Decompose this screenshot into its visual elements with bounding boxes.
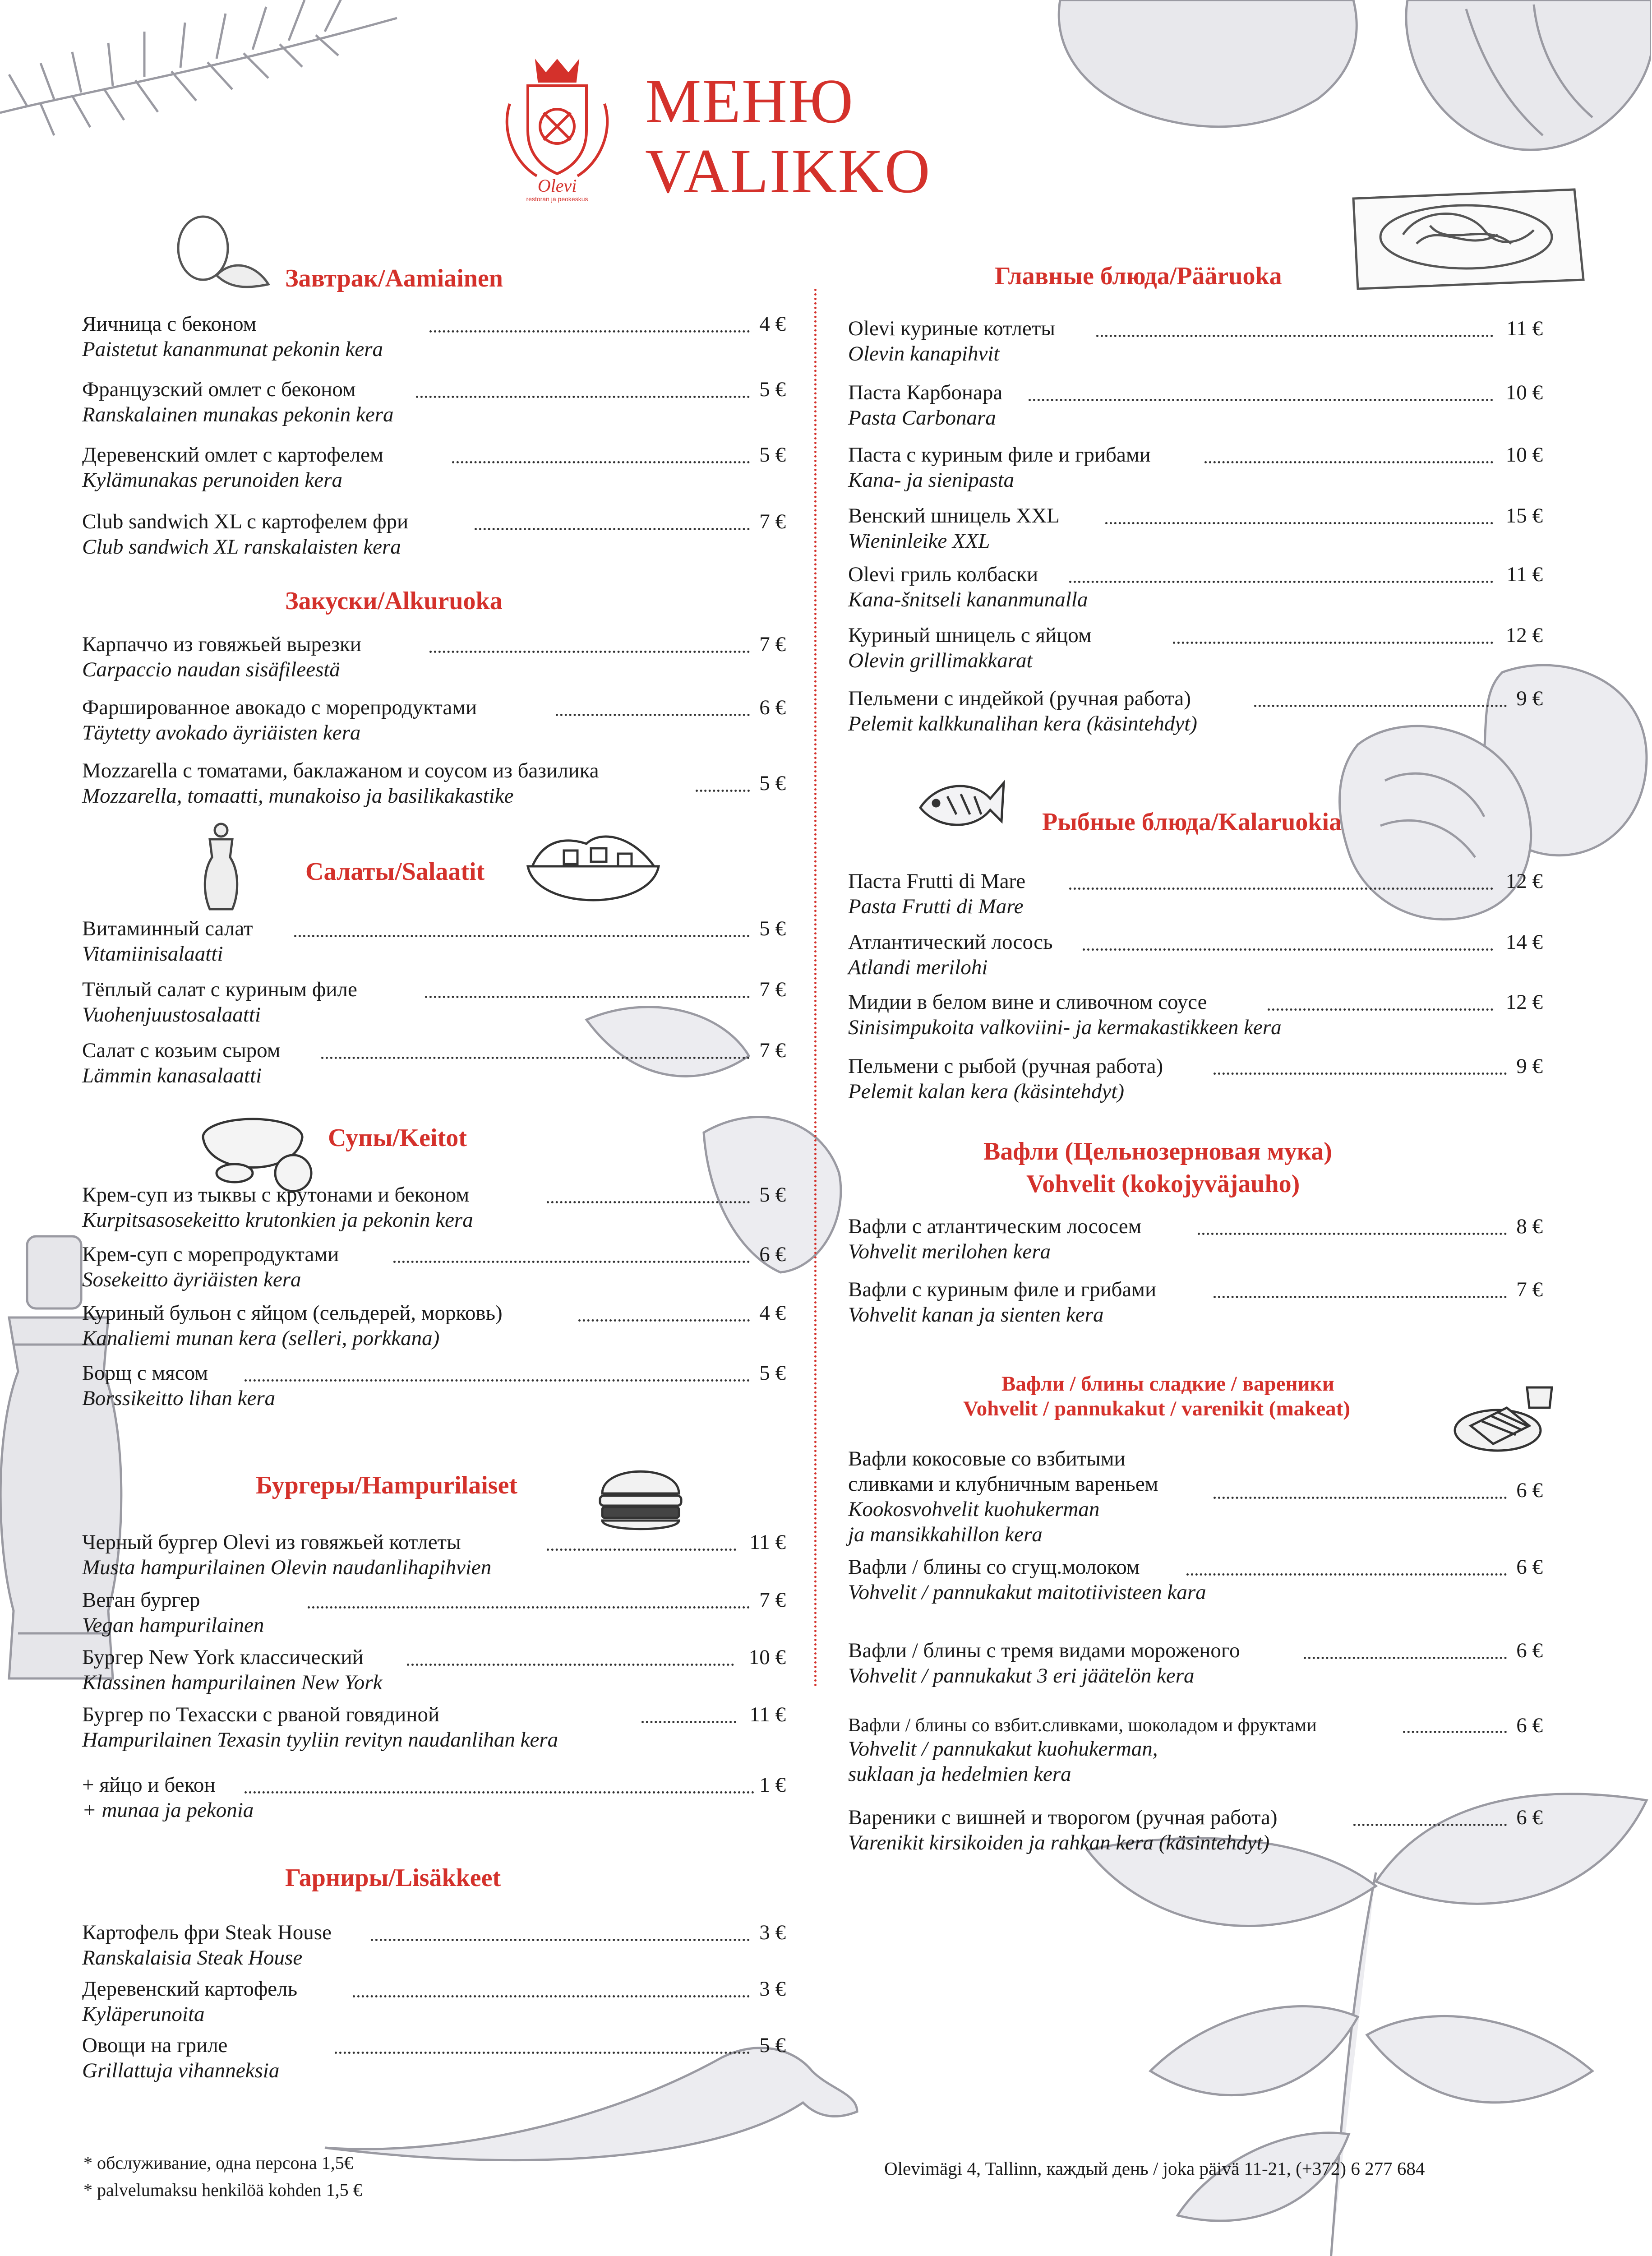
item-name-fi: Sinisimpukoita valkoviini- ja kermakastikkeen kera [848,1016,1282,1039]
item-name-fi: Pasta Frutti di Mare [848,895,1024,918]
leader-dots [321,1057,750,1059]
leader-dots [547,1549,736,1551]
item-name-ru: Картофель фри Steak House [82,1921,332,1944]
item-price: 11 € [749,1530,786,1554]
item-price: 15 € [1505,504,1543,527]
item-name-fi: Pelemit kalkkunalihan kera (käsintehdyt) [848,712,1197,735]
section-title-waffles-fi: Vohvelit (kokojyväjauho) [1026,1170,1300,1198]
leader-dots [308,1606,750,1609]
leader-dots [1069,581,1493,583]
menu-item [82,1530,786,1580]
pepper-mill-sketch-icon [194,821,248,911]
item-name-ru: Бургер New York классический [82,1646,364,1669]
menu-item [848,1054,1543,1104]
item-name-ru: Французский омлет с беконом [82,378,356,401]
item-name-fi: Vegan hampurilainen [82,1613,264,1637]
item-price: 9 € [1516,687,1543,710]
menu-item [848,869,1543,919]
item-name-ru: Паста с куриным филе и грибами [848,443,1151,467]
fish-sketch-icon [911,767,1006,844]
item-name-ru: Овощи на гриле [82,2034,228,2057]
item-name-fi: Vohvelit / pannukakut 3 eri jäätelön kera [848,1664,1195,1687]
menu-item [82,977,786,1027]
item-price: 8 € [1516,1215,1543,1238]
item-name-fi: Musta hampurilainen Olevin naudanlihapihvien [82,1556,492,1579]
item-name-ru: Крем-суп из тыквы с крутонами и беконом [82,1183,470,1207]
item-price: 4 € [759,312,786,336]
item-name-fi: Vohvelit merilohen kera [848,1240,1051,1263]
olevi-crest-logo-icon [496,54,618,203]
menu-item [848,316,1543,366]
item-name-fi: Hampurilainen Texasin tyyliin revityn naudanlihan kera [82,1728,558,1752]
leader-dots [425,996,750,998]
leader-dots [1268,1008,1493,1011]
item-name-fi: Varenikit kirsikoiden ja rahkan kera (käsintehdyt) [848,1831,1270,1854]
section-title-sides: Гарниры/Lisäkkeet [285,1864,501,1892]
rosemary-sketch-icon [0,0,406,235]
service-note-ru: * обслуживание, одна персона 1,5€ [83,2153,353,2173]
item-name-ru: Пельмени с рыбой (ручная работа) [848,1054,1163,1078]
garlic-bulb-sketch-icon [947,0,1651,190]
leader-dots [1214,1497,1507,1499]
item-name-ru: Фаршированное авокадо с морепродуктами [82,696,477,719]
item-price: 3 € [759,1921,786,1944]
leader-dots [1304,1657,1507,1659]
leader-dots [429,651,750,653]
menu-header [496,45,1038,208]
footer-address: Olevimägi 4, Tallinn, каждый день / joka päivä 11-21, (+372) 6 277 684 [884,2158,1425,2179]
item-name-ru: Вареники с вишней и творогом (ручная работа) [848,1806,1278,1829]
menu-item [848,686,1543,736]
menu-item [82,632,786,682]
leader-dots [452,461,750,463]
item-price: 10 € [1505,443,1543,467]
logo-text: Olevi [537,176,577,196]
menu-item [82,1587,786,1638]
leader-dots [353,1995,750,1997]
menu-item [848,623,1543,673]
menu-item [848,1715,1543,1787]
section-title-salads: Салаты/Salaatit [305,858,485,886]
menu-item [82,311,786,362]
item-name-fi: Lämmin kanasalaatti [82,1064,262,1087]
item-price: 10 € [748,1646,786,1669]
item-name-fi: Pelemit kalan kera (käsintehdyt) [848,1080,1125,1103]
item-price: 11 € [1506,317,1543,340]
leader-dots [578,1319,750,1322]
item-price: 12 € [1505,624,1543,647]
item-name-ru: Деревенский картофель [82,1977,298,2001]
menu-item [82,2033,786,2083]
pasta-plate-sketch-icon [1349,180,1588,293]
leader-dots [1254,705,1507,707]
section-title-waffles-ru: Вафли (Цельнозерновая мука) [983,1137,1332,1165]
title-fi: VALIKKO [645,136,931,206]
menu-item [82,1920,786,1970]
item-name-ru: Веган бургер [82,1588,200,1612]
item-name-ru: + яйцо и бекон [82,1773,216,1797]
menu-item [82,1772,786,1823]
service-note-fi: * palvelumaksu henkilöä kohden 1,5 € [83,2180,362,2200]
item-name-fi: + munaa ja pekonia [82,1798,254,1822]
menu-item [848,1805,1543,1855]
item-name-fi: Vuohenjuustosalaatti [82,1003,261,1026]
title-ru: МЕНЮ [645,66,854,136]
leader-dots [245,1379,750,1382]
item-price: 11 € [1506,563,1543,586]
item-price: 6 € [1516,1479,1543,1502]
item-price: 5 € [759,772,786,795]
item-name-fi: Täytetty avokado äyriäisten kera [82,721,361,744]
item-price: 6 € [1516,1639,1543,1662]
item-name-fi: Ranskalaisia Steak House [82,1946,303,1969]
item-price: 11 € [749,1703,786,1726]
item-price: 12 € [1505,990,1543,1014]
item-name-fi: Klassinen hampurilainen New York [82,1671,383,1694]
item-name-ru: Тёплый салат с куриным филе [82,978,357,1001]
item-name-fi: Wieninleike XXL [848,529,990,553]
item-price: 7 € [759,633,786,656]
leader-dots [1214,1296,1507,1298]
item-name-ru: Вафли / блины со взбит.сливками, шоколадом и фруктами [848,1715,1317,1736]
section-title-starters: Закуски/Alkuruoka [285,587,503,615]
item-name-fi: Kurpitsasosekeitto krutonkien ja pekonin kera [82,1208,473,1232]
menu-item [82,1360,786,1411]
item-price: 7 € [1516,1278,1543,1301]
leader-dots [1029,399,1493,401]
item-price: 7 € [759,978,786,1001]
item-price: 5 € [759,1183,786,1207]
section-title-fish: Рыбные блюда/Kalaruokia [1042,808,1342,836]
item-price: 7 € [759,510,786,533]
menu-item [82,1182,786,1233]
item-name-fi: Kookosvohvelit kuohukerman [848,1498,1100,1521]
item-price: 10 € [1505,381,1543,404]
leader-dots [1204,461,1493,463]
menu-item [848,380,1543,430]
menu-item [82,1242,786,1292]
item-price: 7 € [759,1588,786,1612]
leader-dots [1403,1731,1507,1733]
item-name-ru: Вафли кокосовые со взбитыми [848,1447,1126,1470]
section-title-burgers: Бургеры/Hampurilaiset [256,1471,518,1499]
item-name-ru: Вафли с куриным филе и грибами [848,1278,1157,1301]
menu-item [848,442,1543,493]
item-name-fi: Kana- ja sienipasta [848,468,1015,492]
menu-item [82,1300,786,1351]
item-name-ru: Деревенский омлет с картофелем [82,443,383,467]
item-name-fi: Pasta Carbonara [848,406,996,430]
leader-dots [696,790,750,792]
section-title-mains: Главные блюда/Pääruoka [995,262,1282,290]
burger-sketch-icon [595,1457,686,1534]
item-name-fi: Vohvelit / pannukakut kuohukerman, [848,1737,1158,1761]
item-name-fi: Kana-šnitseli kananmunalla [848,588,1088,611]
menu-item [82,1038,786,1088]
item-name-fi: Paistetut kananmunat pekonin kera [82,337,383,361]
item-name-ru: Паста Frutti di Mare [848,869,1026,893]
leader-dots [1083,948,1493,951]
menu-item [82,1645,786,1695]
item-name-ru: Венский шницель XXL [848,504,1060,527]
item-name-fi: Olevin kanapihvit [848,342,1000,365]
item-name-ru: Паста Карбонара [848,381,1003,404]
item-name-fi: Kylämunakas perunoiden kera [82,468,342,492]
leader-dots [429,330,750,333]
menu-item [82,442,786,493]
item-name-ru: Куриный бульон с яйцом (сельдерей, морковь) [82,1301,503,1325]
item-price: 5 € [759,1361,786,1385]
menu-item [82,377,786,427]
item-name-ru-line2: сливками и клубничным вареньем [848,1472,1158,1496]
item-name-ru: Бургер по Техасски с рваной говядиной [82,1703,440,1726]
item-name-ru: Вафли / блины со сгущ.молоком [848,1555,1140,1579]
menu-item [848,1277,1543,1327]
item-name-ru: Атлантический лосось [848,930,1053,954]
logo-subtext: restoran ja peokeskus [526,195,588,203]
item-name-fi: Sosekeitto äyriäisten kera [82,1268,301,1291]
item-name-ru: Olevi гриль колбаски [848,563,1038,586]
menu-item [82,695,786,745]
item-name-ru: Карпаччо из говяжьей вырезки [82,633,361,656]
item-name-fi: Ranskalainen munakas pekonin kera [82,403,394,426]
item-price: 6 € [1516,1714,1543,1737]
salad-bowl-sketch-icon [523,826,663,925]
menu-item [82,758,786,809]
item-price: 4 € [759,1301,786,1325]
item-name-fi: Kyläperunoita [82,2002,205,2026]
item-name-fi: Olevin grillimakkarat [848,649,1033,672]
item-name-fi: Vohvelit kanan ja sienten kera [848,1303,1104,1327]
leader-dots [1198,1233,1507,1235]
item-name-ru: Club sandwich XL с картофелем фри [82,510,409,533]
item-name-ru: Вафли с атлантическим лососем [848,1215,1142,1238]
leader-dots [641,1721,736,1723]
leader-dots [1186,1573,1507,1576]
item-name-fi: Carpaccio naudan sisäfileestä [82,658,340,681]
item-price: 6 € [1516,1806,1543,1829]
item-price: 9 € [1516,1054,1543,1078]
menu-item [848,1554,1543,1605]
item-price: 1 € [759,1773,786,1797]
item-name-fi: Club sandwich XL ranskalaisten kera [82,535,401,559]
leader-dots [416,396,750,398]
item-name-fi-line2: suklaan ja hedelmien kera [848,1762,1071,1786]
item-name-fi: Mozzarella, tomaatti, munakoiso ja basilikakastike [82,784,514,808]
menu-item [848,1446,1543,1547]
item-name-ru: Черный бургер Olevi из говяжьей котлеты [82,1530,461,1554]
item-name-ru: Пельмени с индейкой (ручная работа) [848,687,1191,710]
leader-dots [407,1664,734,1666]
item-price: 6 € [759,696,786,719]
leader-dots [335,2052,750,2054]
leader-dots [1069,888,1493,890]
item-name-ru: Крем-суп с морепродуктами [82,1243,339,1266]
item-price: 12 € [1505,869,1543,893]
item-name-ru: Борщ с мясом [82,1361,208,1385]
section-title-soups: Супы/Keitot [328,1124,467,1152]
menu-item [848,503,1543,554]
item-price: 5 € [759,917,786,940]
column-divider [814,289,817,1687]
leader-dots [556,714,750,716]
item-name-fi: Vitamiinisalaatti [82,942,223,966]
item-name-fi-line2: ja mansikkahillon kera [848,1523,1043,1546]
menu-item [848,989,1543,1040]
menu-item [848,1638,1543,1688]
item-price: 14 € [1505,930,1543,954]
leader-dots [1096,335,1493,337]
section-title-sweet-fi: Vohvelit / pannukakut / varenikit (makeat) [963,1397,1350,1420]
item-name-fi: Grillattuja vihanneksia [82,2059,280,2082]
menu-item [82,1702,786,1752]
item-price: 5 € [759,2034,786,2057]
leader-dots [475,528,750,530]
egg-sketch-icon [167,212,275,293]
item-name-ru: Яичница с беконом [82,312,257,336]
leader-dots [294,935,750,937]
menu-item [848,929,1543,980]
leader-dots [1105,522,1493,524]
leader-dots [1173,642,1493,644]
item-price: 6 € [759,1243,786,1266]
leader-dots [1353,1824,1507,1826]
menu-item [82,916,786,966]
menu-item [82,509,786,559]
item-name-fi: Atlandi merilohi [848,956,988,979]
leader-dots [245,1791,754,1794]
item-name-fi: Kanaliemi munan kera (selleri, porkkana) [82,1327,440,1350]
section-title-breakfast: Завтрак/Aamiainen [285,264,503,292]
leader-dots [1214,1073,1507,1075]
item-name-fi: Vohvelit / pannukakut maitotiivisteen kara [848,1581,1206,1604]
item-name-ru: Olevi куриные котлеты [848,317,1055,340]
menu-item [848,1214,1543,1264]
item-price: 6 € [1516,1555,1543,1579]
item-price: 3 € [759,1977,786,2001]
item-name-ru: Мидии в белом вине и сливочном соусе [848,990,1207,1014]
leader-dots [393,1261,750,1263]
menu-item [82,1976,786,2027]
item-price: 5 € [759,443,786,467]
menu-item [848,562,1543,612]
item-name-fi: Borssikeitto lihan kera [82,1387,276,1410]
item-name-ru: Mozzarella с томатами, баклажаном и соусом из базилика [82,759,599,782]
item-name-ru: Салат с козьим сыром [82,1039,281,1062]
item-name-ru: Витаминный салат [82,917,253,940]
section-title-sweet-ru: Вафли / блины сладкие / вареники [1001,1372,1334,1396]
item-name-ru: Вафли / блины с тремя видами мороженого [848,1639,1240,1662]
item-price: 7 € [759,1039,786,1062]
leader-dots [371,1939,750,1941]
leader-dots [547,1201,750,1203]
item-price: 5 € [759,378,786,401]
waffle-plate-sketch-icon [1453,1367,1556,1457]
item-name-ru: Куриный шницель с яйцом [848,624,1092,647]
